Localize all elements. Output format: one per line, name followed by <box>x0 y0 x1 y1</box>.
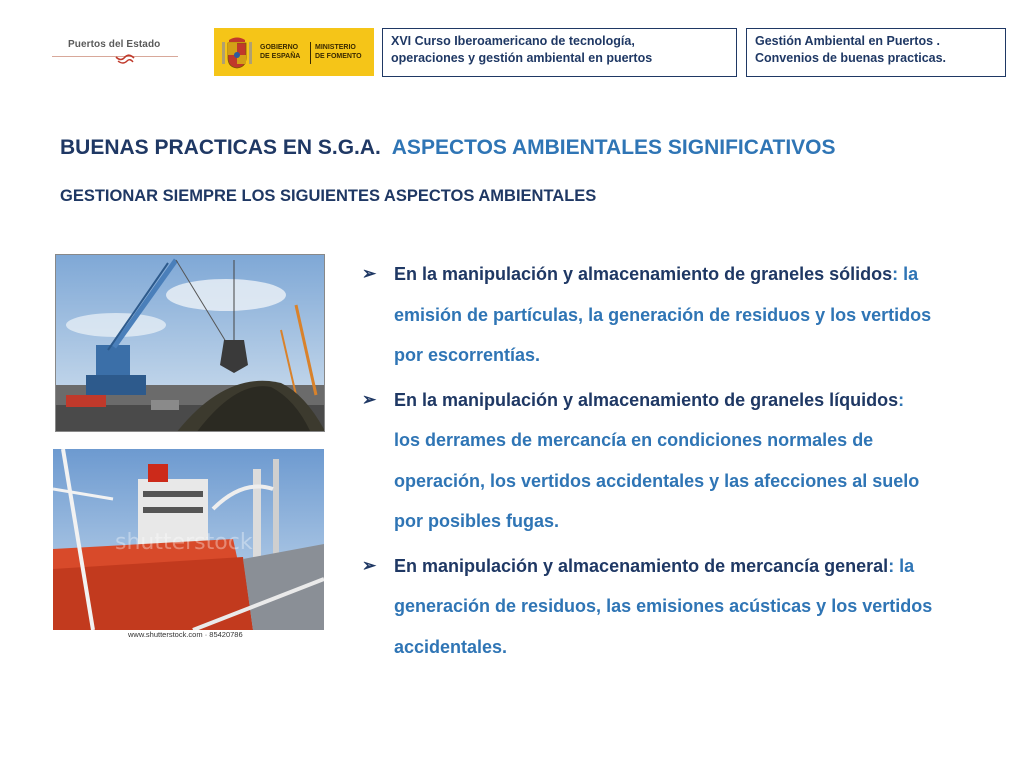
slide-title-part1: BUENAS PRACTICAS EN S.G.A. <box>60 136 381 159</box>
course-title-line1: XVI Curso Iberoamericano de tecnología, <box>391 34 635 48</box>
puertos-del-estado-logo-text: Puertos del Estado <box>68 39 161 50</box>
stock-watermark: shutterstock <box>115 530 253 555</box>
arrow-bullet-icon: ➢ <box>362 389 377 409</box>
gobierno-text: GOBIERNO DE ESPAÑA <box>260 44 301 60</box>
topic-title-box <box>746 28 1006 77</box>
liquid-bulk-tanker-photo <box>53 449 324 630</box>
bullet-graneles-solidos: ➢ En la manipulación y almacenamiento de graneles sólidos: la emisión de partículas, la generación de residuos y los vertidos por escorrentías. <box>362 254 1002 376</box>
topic-title-line1: Gestión Ambiental en Puertos . <box>755 34 940 48</box>
logo-divider <box>310 42 311 64</box>
bullet-graneles-liquidos: ➢ En la manipulación y almacenamiento de graneles líquidos: los derrames de mercancía en condiciones normales de operación, los vertidos accidentales y las afecciones al suelo por posibles fugas. <box>362 380 1002 542</box>
arrow-bullet-icon: ➢ <box>362 555 377 575</box>
ministerio-text: MINISTERIO DE FOMENTO <box>315 44 362 60</box>
bulk-solids-crane-photo <box>55 254 325 432</box>
slide-title <box>60 136 836 160</box>
bullet-mercancia-general: ➢ En manipulación y almacenamiento de mercancía general: la generación de residuos, las emisiones acústicas y los vertidos accidentales. <box>362 546 1002 668</box>
puertos-del-estado-logo <box>52 36 178 76</box>
coat-of-arms-icon <box>220 34 254 70</box>
course-title-box <box>382 28 737 77</box>
wave-mark-icon <box>114 54 136 66</box>
slide-title-part2: ASPECTOS AMBIENTALES SIGNIFICATIVOS <box>391 136 836 159</box>
course-title-line2: operaciones y gestión ambiental en puertos <box>391 51 653 65</box>
slide-subtitle: GESTIONAR SIEMPRE LOS SIGUIENTES ASPECTOS AMBIENTALES <box>60 187 597 205</box>
arrow-bullet-icon: ➢ <box>362 264 377 283</box>
topic-title-line2: Convenios de buenas practicas. <box>755 51 947 65</box>
aspect-bullet-list <box>362 254 1002 671</box>
gobierno-de-espana-logo <box>214 28 374 76</box>
stock-photo-caption: www.shutterstock.com · 85420786 <box>128 630 243 639</box>
tanker-scene-illustration <box>53 449 324 630</box>
crane-scene-illustration <box>56 255 325 432</box>
